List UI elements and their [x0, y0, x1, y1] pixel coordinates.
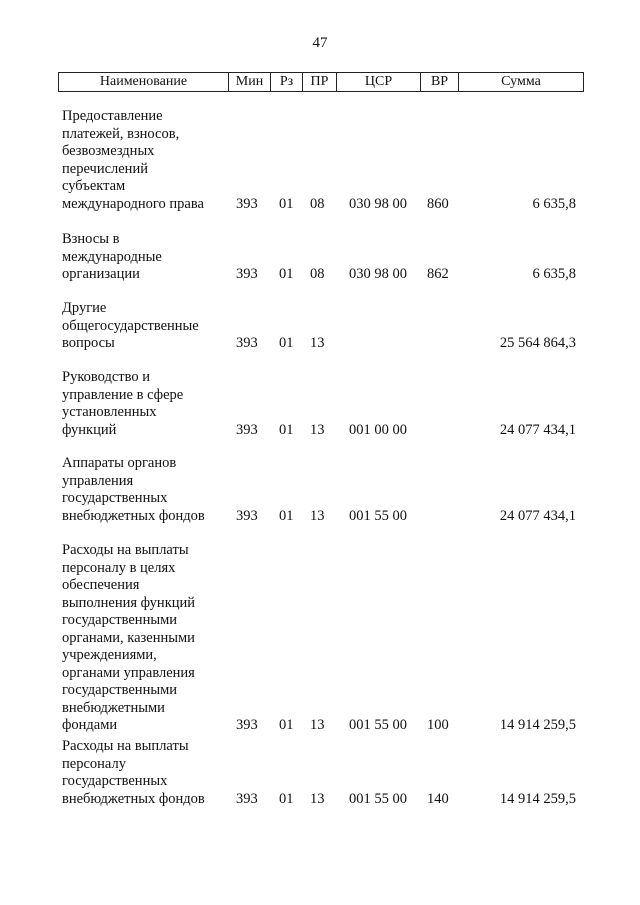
row-min: 393: [236, 507, 258, 524]
row-sum: 14 914 259,5: [499, 790, 576, 807]
row-pr: 13: [310, 421, 325, 438]
table-header: [58, 72, 584, 92]
page-number: 47: [312, 35, 328, 51]
row-min: 393: [236, 421, 258, 438]
row-name: Другие общегосударственные вопросы: [62, 300, 199, 351]
row-csr: 030 98 00: [349, 265, 407, 282]
header-vr: ВР: [421, 73, 459, 91]
header-csr: ЦСР: [337, 73, 421, 91]
row-rz: 01: [279, 195, 294, 212]
row-pr: 08: [310, 195, 325, 212]
row-rz: 01: [279, 507, 294, 524]
row-min: 393: [236, 195, 258, 212]
table-row: [0, 300, 640, 352]
row-sum: 24 077 434,1: [499, 421, 576, 438]
row-name: Расходы на выплаты персоналу в целях обеспечения выполнения функций государственными органами, казенными учреждениями, органами управления государственными внебюджетными фондами: [62, 542, 196, 733]
row-vr: 140: [427, 790, 449, 807]
row-sum: 6 635,8: [532, 265, 576, 282]
row-rz: 01: [279, 790, 294, 807]
row-rz: 01: [279, 334, 294, 351]
header-name: Наименование: [59, 73, 229, 91]
row-csr: 001 55 00: [349, 507, 407, 524]
row-name: Взносы в международные организации: [62, 231, 162, 282]
row-sum: 14 914 259,5: [499, 716, 576, 733]
row-pr: 08: [310, 265, 325, 282]
table-row: [0, 455, 640, 525]
header-rz: Рз: [271, 73, 303, 91]
row-vr: 100: [427, 716, 449, 733]
row-name: Аппараты органов управления государственных внебюджетных фондов: [62, 455, 205, 524]
row-min: 393: [236, 716, 258, 733]
header-min: Мин: [229, 73, 271, 91]
row-pr: 13: [310, 334, 325, 351]
row-sum: 6 635,8: [532, 195, 576, 212]
row-pr: 13: [310, 790, 325, 807]
row-sum: 25 564 864,3: [499, 334, 576, 351]
row-min: 393: [236, 334, 258, 351]
row-name: Руководство и управление в сфере установленных функций: [62, 369, 184, 438]
header-pr: ПР: [303, 73, 337, 91]
row-min: 393: [236, 790, 258, 807]
row-min: 393: [236, 265, 258, 282]
row-vr: 862: [427, 265, 449, 282]
row-vr: 860: [427, 195, 449, 212]
row-name: Расходы на выплаты персоналу государственных внебюджетных фондов: [62, 738, 205, 807]
row-rz: 01: [279, 421, 294, 438]
row-name: Предоставление платежей, взносов, безвозмездных перечислений субъектам международного права: [62, 108, 204, 212]
table-row: [0, 108, 640, 213]
row-pr: 13: [310, 507, 325, 524]
row-csr: 001 55 00: [349, 790, 407, 807]
row-csr: 030 98 00: [349, 195, 407, 212]
row-rz: 01: [279, 265, 294, 282]
table-row: [0, 231, 640, 283]
table-row: [0, 738, 640, 808]
table-row: [0, 542, 640, 734]
header-sum: Сумма: [501, 74, 541, 89]
row-csr: 001 55 00: [349, 716, 407, 733]
row-pr: 13: [310, 716, 325, 733]
row-sum: 24 077 434,1: [499, 507, 576, 524]
row-csr: 001 00 00: [349, 421, 407, 438]
table-row: [0, 369, 640, 439]
row-rz: 01: [279, 716, 294, 733]
